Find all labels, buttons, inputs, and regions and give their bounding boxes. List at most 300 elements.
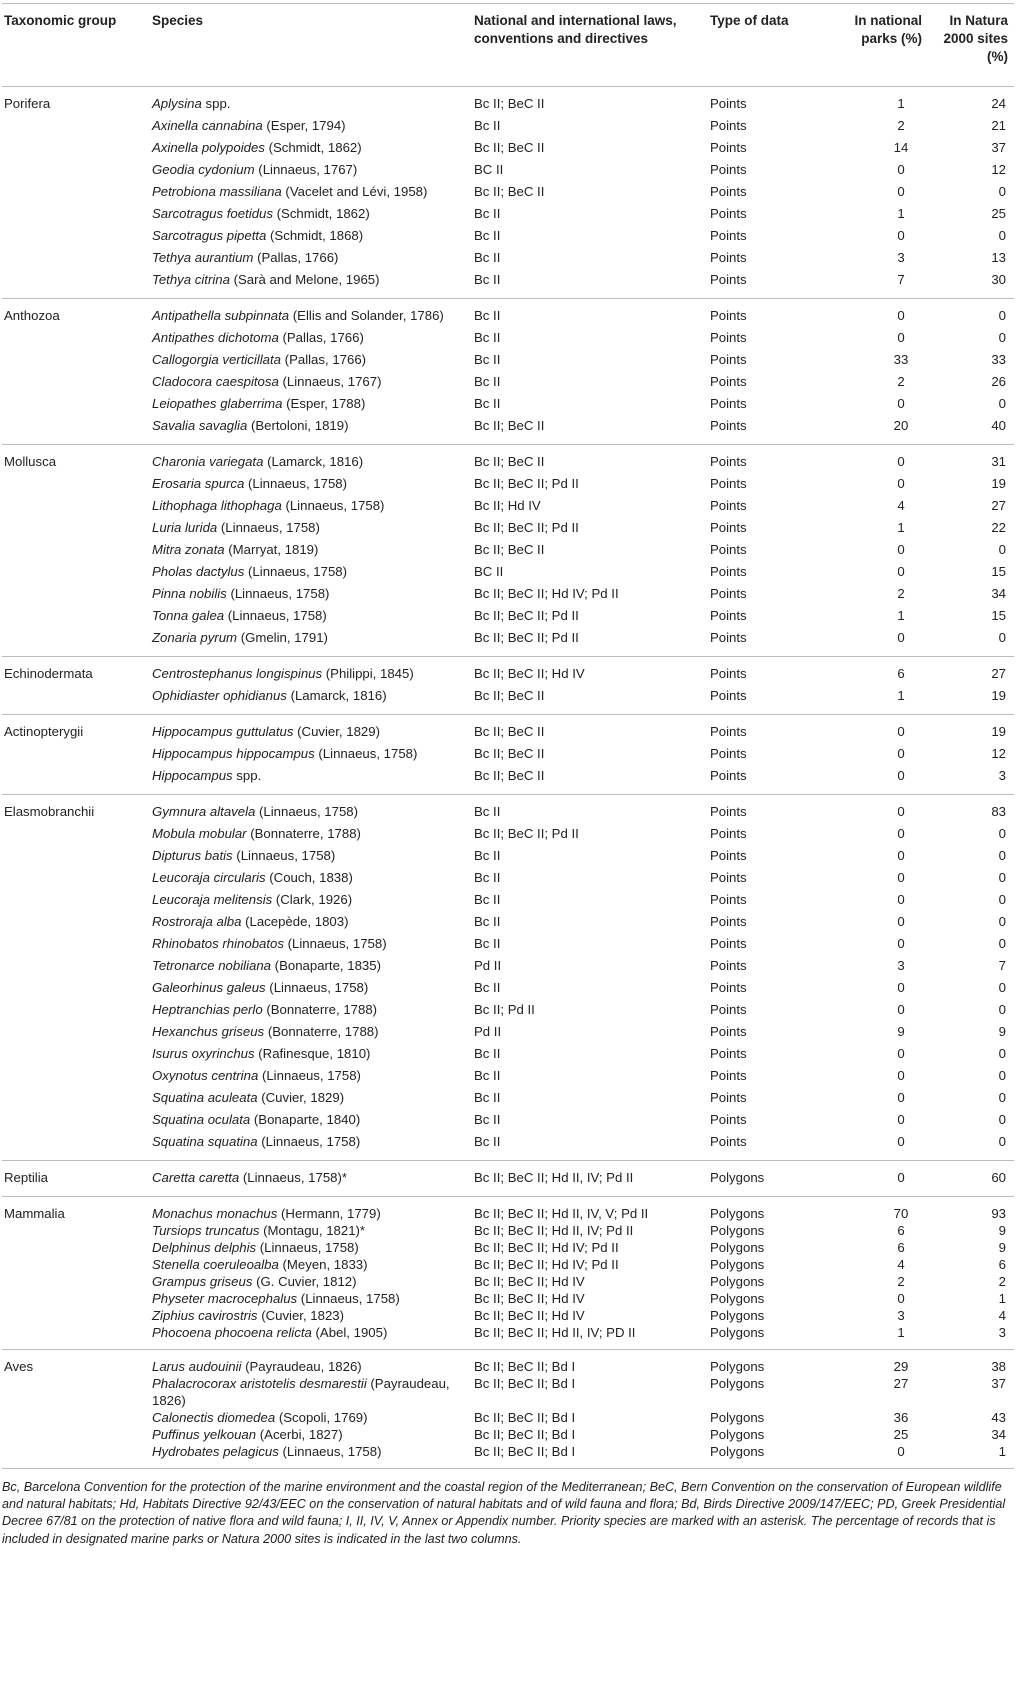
table-row	[2, 269, 1014, 299]
laws-cell: Bc II	[474, 980, 501, 995]
national-parks-cell: 0	[897, 914, 905, 929]
species-cell	[150, 1222, 474, 1239]
table-row	[2, 933, 1014, 955]
national-parks-cell: 7	[824, 269, 938, 299]
national-parks-cell: 0	[897, 1112, 905, 1127]
species-cell	[150, 473, 474, 495]
species-name: Petrobiona massiliana	[152, 184, 282, 199]
species-authority: (Linnaeus, 1758)	[278, 1444, 382, 1459]
table-row	[2, 371, 1014, 393]
table-row	[2, 1197, 1014, 1223]
species-name: Callogorgia verticillata	[152, 352, 282, 367]
national-parks-cell: 3	[897, 1308, 905, 1323]
table-row	[2, 1161, 1014, 1197]
national-parks-cell: 0	[897, 396, 905, 411]
species-name: Squatina aculeata	[152, 1090, 258, 1105]
table-row	[2, 999, 1014, 1021]
species-authority: (Schmidt, 1868)	[266, 228, 364, 243]
natura-2000-cell: 19	[991, 476, 1006, 491]
species-authority: (Bertoloni, 1819)	[247, 418, 349, 433]
table-row	[2, 1324, 1014, 1350]
species-cell	[150, 1087, 474, 1109]
natura-2000-cell: 0	[998, 330, 1006, 345]
table-row	[2, 1131, 1014, 1161]
table-row	[2, 715, 1014, 744]
taxonomic-group-cell	[2, 415, 150, 445]
species-authority: (Linnaeus, 1758)	[244, 564, 348, 579]
national-parks-cell: 29	[893, 1359, 909, 1374]
header-species: Species	[150, 4, 474, 87]
taxonomic-group-cell	[2, 137, 150, 159]
species-name: Axinella cannabina	[152, 118, 263, 133]
national-parks-cell: 0	[897, 476, 905, 491]
laws-cell: Bc II; BeC II	[474, 96, 545, 111]
header-row	[2, 4, 1014, 87]
national-parks-cell: 0	[897, 308, 905, 323]
laws-cell: Bc II; BeC II; Hd II, IV; Pd II	[474, 1223, 634, 1238]
data-type-cell: Points	[710, 870, 747, 885]
data-type-cell: Points	[710, 1090, 747, 1105]
taxonomic-group-cell: Aves	[4, 1359, 34, 1374]
national-parks-cell: 3	[897, 958, 905, 973]
species-cell	[150, 1273, 474, 1290]
species-cell	[150, 765, 474, 795]
species-name: Aplysina	[152, 96, 202, 111]
species-authority: (Philippi, 1845)	[322, 666, 414, 681]
natura-2000-cell: 0	[938, 1131, 1014, 1161]
species-cell	[150, 823, 474, 845]
national-parks-cell: 3	[897, 250, 905, 265]
natura-2000-cell: 0	[998, 1046, 1006, 1061]
species-cell	[150, 933, 474, 955]
species-authority: (Linnaeus, 1758)	[244, 476, 348, 491]
table-row	[2, 765, 1014, 795]
taxonomic-group-cell	[2, 1409, 150, 1426]
laws-cell: Bc II; BeC II; Pd II	[474, 520, 579, 535]
laws-cell: Bc II; BeC II; Hd II, IV; Pd II	[474, 1161, 710, 1197]
natura-2000-cell: 33	[991, 352, 1006, 367]
species-authority: (Lamarck, 1816)	[286, 688, 387, 703]
species-name: Centrostephanus longispinus	[152, 666, 323, 681]
taxonomic-group-cell	[2, 561, 150, 583]
national-parks-cell: 0	[824, 1443, 938, 1469]
table-row	[2, 823, 1014, 845]
laws-cell: Bc II; BeC II; Bd I	[474, 1376, 576, 1391]
table-row	[2, 977, 1014, 999]
table-row	[2, 561, 1014, 583]
species-authority: (Linnaeus, 1758)	[232, 848, 336, 863]
data-type-cell: Points	[710, 980, 747, 995]
species-authority: (Montagu, 1821)*	[259, 1223, 366, 1238]
natura-2000-cell: 6	[998, 1257, 1006, 1272]
species-name: Hippocampus	[152, 768, 233, 783]
national-parks-cell: 2	[897, 1274, 905, 1289]
table-row	[2, 605, 1014, 627]
table-row	[2, 445, 1014, 474]
data-type-cell: Points	[710, 1002, 747, 1017]
taxonomic-group-cell	[2, 845, 150, 867]
national-parks-cell: 0	[897, 542, 905, 557]
species-name: Larus audouinii	[152, 1359, 242, 1374]
laws-cell: Bc II	[474, 352, 501, 367]
natura-2000-cell: 0	[998, 228, 1006, 243]
laws-cell: Bc II; BeC II; Hd II, IV; PD II	[474, 1324, 710, 1350]
natura-2000-cell: 0	[998, 848, 1006, 863]
species-cell	[150, 1256, 474, 1273]
table-row	[2, 1109, 1014, 1131]
national-parks-cell: 0	[897, 980, 905, 995]
laws-cell: Bc II; BeC II; Bd I	[474, 1427, 576, 1442]
data-type-cell: Points	[710, 765, 824, 795]
taxonomic-group-cell: Elasmobranchii	[4, 804, 95, 819]
data-type-cell: Polygons	[710, 1376, 765, 1391]
taxonomic-group-cell	[2, 743, 150, 765]
species-name: Tursiops truncatus	[152, 1223, 260, 1238]
species-cell	[150, 1324, 474, 1350]
laws-cell: Bc II	[474, 848, 501, 863]
table-row	[2, 393, 1014, 415]
data-type-cell: Points	[710, 914, 747, 929]
taxonomic-group-cell	[2, 889, 150, 911]
national-parks-cell: 36	[893, 1410, 909, 1425]
species-authority: (Bonnaterre, 1788)	[264, 1024, 379, 1039]
laws-cell: Bc II; BeC II; Bd I	[474, 1410, 576, 1425]
national-parks-cell: 0	[897, 892, 905, 907]
table-row	[2, 225, 1014, 247]
species-authority: (Schmidt, 1862)	[272, 206, 370, 221]
taxonomic-group-cell	[2, 159, 150, 181]
species-name: Squatina squatina	[152, 1134, 258, 1149]
species-name: Phocoena phocoena relicta	[152, 1325, 312, 1340]
species-authority: (Bonnaterre, 1788)	[262, 1002, 378, 1017]
species-authority: (Lamarck, 1816)	[263, 454, 364, 469]
species-name: Antipathes dichotoma	[152, 330, 279, 345]
natura-2000-cell: 12	[991, 162, 1006, 177]
species-cell	[150, 1409, 474, 1426]
species-authority: (Rafinesque, 1810)	[254, 1046, 371, 1061]
natura-2000-cell: 93	[991, 1206, 1006, 1221]
table-row	[2, 495, 1014, 517]
species-name: Monachus monachus	[152, 1206, 278, 1221]
taxonomic-group-cell: Actinopterygii	[4, 724, 84, 739]
taxonomic-group-cell	[2, 203, 150, 225]
natura-2000-cell: 34	[991, 1427, 1006, 1442]
species-name: Calonectis diomedea	[152, 1410, 276, 1425]
species-authority: (Cuvier, 1829)	[293, 724, 380, 739]
laws-cell: Bc II	[474, 1046, 501, 1061]
national-parks-cell: 0	[897, 228, 905, 243]
table-row	[2, 1426, 1014, 1443]
species-authority: (Marryat, 1819)	[224, 542, 319, 557]
laws-cell: Bc II	[474, 396, 501, 411]
species-cell	[150, 159, 474, 181]
taxonomic-group-cell	[2, 371, 150, 393]
species-authority: (Bonaparte, 1840)	[250, 1112, 361, 1127]
species-name: Rostroraja alba	[152, 914, 242, 929]
laws-cell: Bc II; BeC II; Pd II	[474, 476, 579, 491]
natura-2000-cell: 38	[991, 1359, 1006, 1374]
table-row	[2, 889, 1014, 911]
national-parks-cell: 1	[824, 1324, 938, 1350]
species-name: Zonaria pyrum	[152, 630, 238, 645]
taxonomic-group-cell	[2, 115, 150, 137]
species-authority: (Scopoli, 1769)	[275, 1410, 368, 1425]
taxonomic-group-cell	[2, 583, 150, 605]
header-taxonomic-group: Taxonomic group	[2, 4, 150, 87]
laws-cell: Bc II; BeC II; Bd I	[474, 1359, 576, 1374]
species-cell	[150, 743, 474, 765]
species-authority: (Cuvier, 1829)	[257, 1090, 345, 1105]
taxonomic-group-cell	[2, 539, 150, 561]
taxonomic-group-cell	[2, 1131, 150, 1161]
table-row	[2, 955, 1014, 977]
species-authority: spp.	[201, 96, 231, 111]
natura-2000-cell: 0	[998, 396, 1006, 411]
national-parks-cell: 0	[897, 454, 905, 469]
table-row	[2, 247, 1014, 269]
taxonomic-group-cell	[2, 977, 150, 999]
species-authority: (Esper, 1788)	[282, 396, 366, 411]
taxonomic-group-cell	[2, 1443, 150, 1469]
laws-cell: Bc II; BeC II; Hd IV	[474, 666, 585, 681]
header-national-parks: In national parks (%)	[824, 4, 938, 87]
table-row	[2, 867, 1014, 889]
species-name: Leucoraja melitensis	[152, 892, 273, 907]
data-type-cell: Points	[710, 564, 747, 579]
table-row	[2, 1239, 1014, 1256]
species-authority: (Linnaeus, 1767)	[254, 162, 358, 177]
taxonomic-group-cell: Anthozoa	[4, 308, 60, 323]
taxonomic-group-cell	[2, 247, 150, 269]
species-authority: (Meyen, 1833)	[278, 1257, 368, 1272]
laws-cell: Bc II; BeC II	[474, 184, 545, 199]
data-type-cell: Points	[710, 826, 747, 841]
data-type-cell: Polygons	[710, 1410, 765, 1425]
national-parks-cell: 0	[897, 848, 905, 863]
natura-2000-cell: 4	[998, 1308, 1006, 1323]
species-cell	[150, 225, 474, 247]
natura-2000-cell: 19	[938, 685, 1014, 715]
laws-cell: Bc II; BeC II; Pd II	[474, 627, 710, 657]
species-cell	[150, 1443, 474, 1469]
laws-cell: Bc II; BeC II; Hd IV; Pd II	[474, 586, 619, 601]
natura-2000-cell: 9	[998, 1240, 1006, 1255]
national-parks-cell: 0	[824, 627, 938, 657]
species-name: Savalia savaglia	[152, 418, 248, 433]
laws-cell: Bc II; BeC II; Hd IV	[474, 1308, 585, 1323]
species-authority: (Pallas, 1766)	[253, 250, 339, 265]
data-type-cell: Points	[710, 724, 747, 739]
national-parks-cell: 0	[824, 1131, 938, 1161]
species-authority: (Linnaeus, 1758)	[258, 1068, 361, 1083]
species-name: Delphinus delphis	[152, 1240, 257, 1255]
data-type-cell: Points	[710, 352, 747, 367]
natura-2000-cell: 0	[998, 1002, 1006, 1017]
species-name: Tonna galea	[152, 608, 225, 623]
table-row	[2, 1290, 1014, 1307]
laws-cell: Bc II	[474, 936, 501, 951]
natura-2000-cell: 26	[991, 374, 1006, 389]
species-name: Tethya aurantium	[152, 250, 254, 265]
species-name: Puffinus yelkouan	[152, 1427, 257, 1442]
natura-2000-cell: 0	[998, 826, 1006, 841]
taxonomic-group-cell	[2, 1375, 150, 1409]
taxonomic-group-cell	[2, 1109, 150, 1131]
species-cell	[150, 1375, 474, 1409]
species-cell	[150, 583, 474, 605]
species-authority: (Linnaeus, 1758)	[297, 1291, 400, 1306]
laws-cell: Bc II; BeC II; Hd IV; Pd II	[474, 1240, 619, 1255]
data-type-cell: Polygons	[710, 1223, 765, 1238]
laws-cell: Bc II; BeC II; Hd IV	[474, 1291, 585, 1306]
species-cell	[150, 561, 474, 583]
laws-cell: Bc II; BeC II	[474, 542, 545, 557]
species-authority: (Couch, 1838)	[265, 870, 353, 885]
laws-cell: Bc II	[474, 914, 501, 929]
natura-2000-cell: 43	[991, 1410, 1006, 1425]
laws-cell: Bc II	[474, 1112, 501, 1127]
header-data-type: Type of data	[710, 4, 824, 87]
data-type-cell: Points	[710, 184, 747, 199]
data-type-cell: Polygons	[710, 1240, 765, 1255]
laws-cell: Bc II	[474, 308, 501, 323]
species-cell	[150, 327, 474, 349]
data-type-cell: Polygons	[710, 1324, 824, 1350]
natura-2000-cell: 15	[991, 564, 1006, 579]
species-name: Physeter macrocephalus	[152, 1291, 298, 1306]
national-parks-cell: 33	[893, 352, 909, 367]
data-type-cell: Points	[710, 848, 747, 863]
national-parks-cell: 0	[897, 564, 905, 579]
species-cell	[150, 1161, 474, 1197]
species-name: Sarcotragus pipetta	[152, 228, 267, 243]
natura-2000-cell: 22	[991, 520, 1006, 535]
natura-2000-cell: 34	[991, 586, 1006, 601]
laws-cell: Bc II; BeC II; Pd II	[474, 826, 579, 841]
taxonomic-group-cell	[2, 1256, 150, 1273]
laws-cell: Bc II; Hd IV	[474, 498, 541, 513]
table-header	[2, 4, 1014, 87]
table-row	[2, 517, 1014, 539]
species-name: Antipathella subpinnata	[152, 308, 290, 323]
species-cell	[150, 87, 474, 116]
laws-cell: BC II	[474, 564, 504, 579]
natura-2000-cell: 0	[998, 1112, 1006, 1127]
species-authority: (Schmidt, 1862)	[264, 140, 362, 155]
data-type-cell: Points	[710, 1068, 747, 1083]
species-cell	[150, 137, 474, 159]
species-name: Hydrobates pelagicus	[152, 1444, 279, 1459]
species-cell	[150, 605, 474, 627]
species-cell	[150, 349, 474, 371]
species-name: Leiopathes glaberrima	[152, 396, 283, 411]
data-type-cell: Points	[710, 269, 824, 299]
laws-cell: Bc II	[474, 118, 501, 133]
data-type-cell: Points	[710, 140, 747, 155]
national-parks-cell: 4	[897, 1257, 905, 1272]
natura-2000-cell: 21	[991, 118, 1006, 133]
species-authority: (Gmelin, 1791)	[237, 630, 328, 645]
natura-2000-cell: 0	[998, 870, 1006, 885]
national-parks-cell: 14	[893, 140, 909, 155]
species-authority: (Linnaeus, 1758)	[226, 586, 330, 601]
data-type-cell: Polygons	[710, 1161, 824, 1197]
species-name: Tethya citrina	[152, 272, 230, 287]
data-type-cell: Points	[710, 586, 747, 601]
taxonomic-group-cell: Mollusca	[4, 454, 57, 469]
species-name: Cladocora caespitosa	[152, 374, 279, 389]
table-row	[2, 1021, 1014, 1043]
table-row	[2, 1307, 1014, 1324]
data-type-cell: Polygons	[710, 1206, 765, 1221]
table-row	[2, 299, 1014, 328]
laws-cell: Bc II; BeC II	[474, 140, 545, 155]
natura-2000-cell: 3	[938, 765, 1014, 795]
natura-2000-cell: 7	[998, 958, 1006, 973]
species-authority: spp.	[232, 768, 262, 783]
data-type-cell: Points	[710, 396, 747, 411]
national-parks-cell: 25	[893, 1427, 909, 1442]
taxonomic-group-cell	[2, 1426, 150, 1443]
table-row	[2, 1087, 1014, 1109]
species-cell	[150, 1239, 474, 1256]
species-cell	[150, 715, 474, 744]
data-type-cell: Points	[710, 627, 824, 657]
national-parks-cell: 0	[897, 184, 905, 199]
species-cell	[150, 1021, 474, 1043]
data-type-cell: Points	[710, 804, 747, 819]
taxonomic-group-cell	[2, 495, 150, 517]
natura-2000-cell: 19	[991, 724, 1006, 739]
data-type-cell: Points	[710, 118, 747, 133]
taxonomic-group-cell: Reptilia	[2, 1161, 150, 1197]
natura-2000-cell: 37	[991, 1376, 1006, 1391]
species-name: Stenella coeruleoalba	[152, 1257, 279, 1272]
taxonomic-group-cell	[2, 1065, 150, 1087]
taxonomic-group-cell	[2, 1290, 150, 1307]
data-type-cell: Points	[710, 250, 747, 265]
data-type-cell: Points	[710, 228, 747, 243]
species-cell	[150, 371, 474, 393]
laws-cell: Bc II; BeC II; Hd II, IV, V; Pd II	[474, 1206, 649, 1221]
national-parks-cell: 70	[893, 1206, 909, 1221]
table-row	[2, 1350, 1014, 1376]
national-parks-cell: 2	[897, 374, 905, 389]
species-name: Dipturus batis	[152, 848, 233, 863]
laws-cell: Bc II	[474, 206, 501, 221]
species-name: Squatina oculata	[152, 1112, 251, 1127]
natura-2000-cell: 1	[998, 1291, 1006, 1306]
species-authority: (Linnaeus, 1758)	[257, 1134, 361, 1149]
species-authority: (Clark, 1926)	[272, 892, 353, 907]
data-type-cell: Polygons	[710, 1274, 765, 1289]
species-cell	[150, 269, 474, 299]
national-parks-cell: 0	[897, 162, 905, 177]
national-parks-cell: 0	[897, 1002, 905, 1017]
national-parks-cell: 0	[897, 826, 905, 841]
species-name: Mitra zonata	[152, 542, 225, 557]
taxonomic-group-cell	[2, 181, 150, 203]
natura-2000-cell: 27	[991, 666, 1006, 681]
taxonomic-group-cell	[2, 685, 150, 715]
species-name: Phalacrocorax aristotelis desmarestii	[152, 1376, 367, 1391]
table-row	[2, 911, 1014, 933]
taxonomic-group-cell	[2, 999, 150, 1021]
species-name: Sarcotragus foetidus	[152, 206, 273, 221]
species-cell	[150, 1426, 474, 1443]
species-name: Gymnura altavela	[152, 804, 256, 819]
national-parks-cell: 4	[897, 498, 905, 513]
